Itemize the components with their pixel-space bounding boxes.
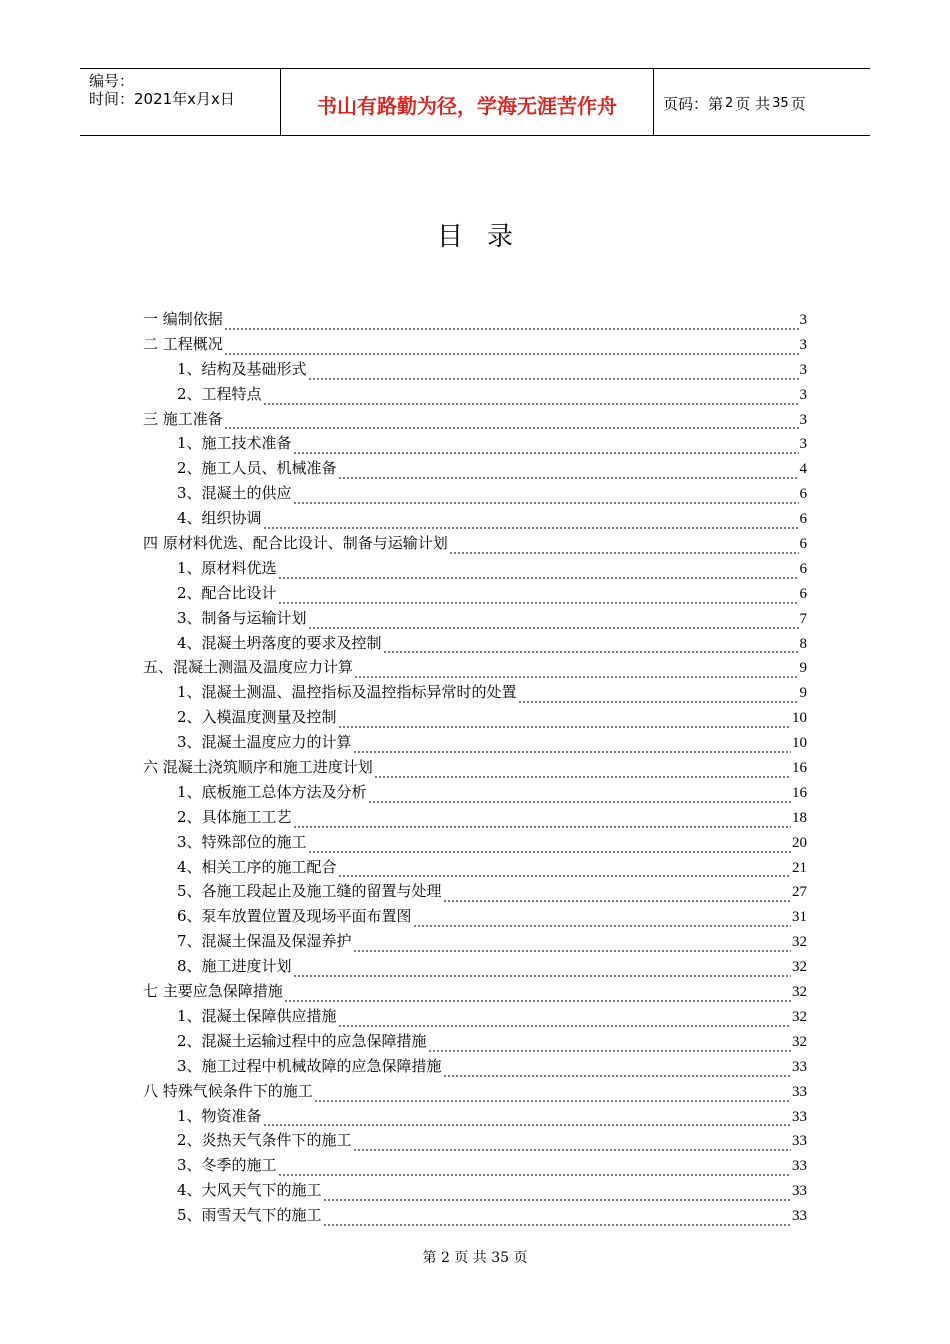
toc-entry-page: 20	[792, 834, 807, 851]
toc-entry-label: 8、施工进度计划	[177, 957, 292, 976]
toc-entry-label: 2、入模温度测量及控制	[177, 708, 337, 727]
toc-entry[interactable]	[143, 781, 807, 806]
toc-entry-page: 3	[799, 436, 807, 453]
toc-entry-label: 2、炎热天气条件下的施工	[177, 1131, 352, 1150]
toc-entry-page: 32	[792, 1033, 807, 1050]
toc-entry-page: 7	[799, 610, 807, 627]
toc-entry[interactable]	[143, 308, 807, 333]
toc-leader-dots	[518, 688, 799, 706]
toc-entry[interactable]	[143, 557, 807, 582]
toc-entry[interactable]	[143, 980, 807, 1005]
toc-leader-dots	[314, 1087, 791, 1105]
toc-entry[interactable]	[143, 632, 807, 657]
toc-entry-page: 18	[792, 809, 807, 826]
toc-entry[interactable]	[143, 831, 807, 856]
toc-entry-label: 1、原材料优选	[177, 558, 277, 577]
toc-entry-label: 4、相关工序的施工配合	[177, 857, 337, 876]
toc-leader-dots	[383, 638, 799, 656]
toc-leader-dots	[308, 838, 791, 856]
toc-entry[interactable]	[143, 880, 807, 905]
toc-leader-dots	[278, 1161, 791, 1179]
toc-entry-label: 六 混凝土浇筑顺序和施工进度计划	[143, 758, 373, 777]
toc-entry[interactable]	[143, 1105, 807, 1130]
toc-entry[interactable]	[143, 930, 807, 955]
toc-leader-dots	[338, 713, 791, 731]
toc-leader-dots	[323, 1186, 791, 1204]
toc-leader-dots	[354, 663, 798, 681]
header-page-current: 2	[725, 95, 734, 111]
toc-entry[interactable]	[143, 1080, 807, 1105]
toc-entry[interactable]	[143, 482, 807, 507]
toc-entry-label: 四 原材料优选、配合比设计、制备与运输计划	[143, 534, 448, 553]
toc-entry-page: 33	[792, 1158, 807, 1175]
toc-entry-page: 6	[799, 585, 807, 602]
toc-entry[interactable]	[143, 457, 807, 482]
toc-leader-dots	[338, 1012, 791, 1030]
toc-leader-dots	[368, 788, 791, 806]
toc-entry-label: 2、具体施工工艺	[177, 807, 292, 826]
toc-entry-page: 4	[799, 461, 807, 478]
toc-leader-dots	[308, 365, 799, 383]
toc-entry-page: 31	[792, 909, 807, 926]
toc-entry-page: 32	[792, 984, 807, 1001]
toc-leader-dots	[293, 962, 791, 980]
toc-entry-page: 6	[799, 486, 807, 503]
header-page-total: 35	[772, 95, 789, 111]
toc-entry-label: 二 工程概况	[143, 334, 223, 353]
toc-leader-dots	[263, 514, 799, 532]
toc-entry-label: 七 主要应急保障措施	[143, 982, 283, 1001]
toc-entry[interactable]	[143, 756, 807, 781]
toc-entry-label: 3、混凝土温度应力的计算	[177, 733, 352, 752]
toc-entry-label: 八 特殊气候条件下的施工	[143, 1081, 313, 1100]
toc-entry-page: 16	[792, 784, 807, 801]
toc-entry-page: 33	[792, 1208, 807, 1225]
toc-entry-page: 3	[799, 411, 807, 428]
toc-entry-label: 6、泵车放置位置及现场平面布置图	[177, 907, 412, 926]
toc-entry-page: 33	[792, 1183, 807, 1200]
toc-entry-page: 21	[792, 859, 807, 876]
toc-leader-dots	[278, 564, 799, 582]
toc-entry-label: 4、混凝土坍落度的要求及控制	[177, 633, 382, 652]
toc-entry-page: 10	[792, 710, 807, 727]
toc-entry[interactable]	[143, 1005, 807, 1030]
toc-entry-label: 7、混凝土保温及保湿养护	[177, 932, 352, 951]
toc-entry-label: 3、特殊部位的施工	[177, 832, 307, 851]
toc-entry-page: 33	[792, 1108, 807, 1125]
toc-entry-page: 3	[799, 336, 807, 353]
toc-entry[interactable]	[143, 1154, 807, 1179]
toc-leader-dots	[278, 589, 799, 607]
toc-leader-dots	[413, 912, 791, 930]
toc-entry-label: 1、物资准备	[177, 1106, 262, 1125]
toc-entry-page: 3	[799, 312, 807, 328]
toc-leader-dots	[224, 340, 799, 358]
toc-entry-page: 33	[792, 1083, 807, 1100]
toc-entry-label: 2、混凝土运输过程中的应急保障措施	[177, 1031, 427, 1050]
toc-entry[interactable]	[143, 333, 807, 358]
toc-entry-label: 3、施工过程中机械故障的应急保障措施	[177, 1056, 442, 1075]
toc-leader-dots	[338, 862, 791, 880]
toc-entry-label: 五、混凝土测温及温度应力计算	[143, 658, 354, 677]
toc-entry-page: 33	[792, 1133, 807, 1150]
header-number-label: 编号：	[89, 72, 135, 90]
header-page-mid: 页 共	[735, 94, 771, 113]
toc-entry-page: 6	[799, 560, 807, 577]
toc-entry-page: 10	[792, 735, 807, 752]
header-page-suffix: 页	[790, 94, 806, 113]
toc-entry[interactable]	[143, 681, 807, 706]
header-meta	[80, 69, 281, 135]
toc-entry-label: 3、混凝土的供应	[177, 484, 292, 503]
toc-leader-dots	[449, 539, 799, 557]
toc-entry[interactable]	[143, 532, 807, 557]
toc-leader-dots	[284, 987, 791, 1005]
page-header	[80, 68, 870, 136]
toc-entry[interactable]	[143, 955, 807, 980]
toc-entry-label: 1、结构及基础形式	[177, 359, 307, 378]
toc-entry[interactable]	[143, 905, 807, 930]
toc-entry[interactable]	[143, 656, 807, 681]
toc-entry-label: 2、施工人员、机械准备	[177, 459, 337, 478]
toc-entry-page: 6	[799, 536, 807, 553]
toc-leader-dots	[224, 414, 799, 432]
toc-entry-label: 4、组织协调	[177, 509, 262, 528]
toc-entry-page: 6	[799, 511, 807, 528]
toc-entry[interactable]	[143, 582, 807, 607]
toc-leader-dots	[293, 439, 799, 457]
page-footer: 第 2 页 共 35 页	[422, 1250, 528, 1266]
toc-leader-dots	[263, 1111, 791, 1129]
toc-leader-dots	[443, 887, 791, 905]
toc-entry[interactable]	[143, 1204, 807, 1229]
toc-entry[interactable]	[143, 1179, 807, 1204]
toc-leader-dots	[323, 1211, 791, 1229]
toc-entry-page: 27	[792, 884, 807, 901]
toc-entry-page: 32	[792, 1008, 807, 1025]
toc-entry-page: 32	[792, 934, 807, 951]
toc-entry-label: 1、混凝土保障供应措施	[177, 1006, 337, 1025]
toc-entry-label: 1、施工技术准备	[177, 434, 292, 453]
toc-title: 目录	[436, 222, 537, 252]
toc-entry-label: 5、雨雪天气下的施工	[177, 1206, 322, 1225]
toc-leader-dots	[353, 937, 791, 955]
toc-leader-dots	[374, 763, 791, 781]
toc-leader-dots	[443, 1062, 791, 1080]
toc-entry[interactable]	[143, 806, 807, 831]
toc-entry-page: 3	[799, 361, 807, 378]
toc-entry-label: 2、配合比设计	[177, 583, 277, 602]
toc-entry-label: 2、工程特点	[177, 384, 262, 403]
toc-leader-dots	[338, 464, 799, 482]
toc-leader-dots	[308, 614, 799, 632]
toc-leader-dots	[353, 1136, 791, 1154]
toc-entry[interactable]	[143, 358, 807, 383]
toc-entry-page: 33	[792, 1058, 807, 1075]
toc-entry-page: 9	[799, 660, 807, 677]
toc-entry[interactable]	[143, 856, 807, 881]
toc-entry-label: 3、制备与运输计划	[177, 608, 307, 627]
toc-entry[interactable]	[143, 1055, 807, 1080]
toc-entry[interactable]	[143, 607, 807, 632]
toc-entry-page: 3	[799, 386, 807, 403]
toc-entry-label: 4、大风天气下的施工	[177, 1181, 322, 1200]
toc-leader-dots	[293, 813, 791, 831]
toc-entry-page: 8	[799, 635, 807, 652]
toc-entry[interactable]	[143, 1030, 807, 1055]
toc-leader-dots	[428, 1037, 791, 1055]
toc-entry[interactable]	[143, 706, 807, 731]
toc-leader-dots	[263, 390, 799, 408]
toc-leader-dots	[224, 315, 799, 333]
toc-entry[interactable]	[143, 408, 807, 433]
toc-entry-label: 3、冬季的施工	[177, 1156, 277, 1175]
toc-leader-dots	[353, 738, 791, 756]
toc-entry[interactable]	[143, 383, 807, 408]
toc-entry-page: 16	[792, 760, 807, 777]
header-page-info	[654, 69, 870, 135]
header-page-prefix: 页码：第	[663, 94, 724, 113]
header-slogan: 书山有路勤为径，学海无涯苦作舟	[281, 69, 654, 135]
header-time-label: 时间：2021年x月x日	[89, 90, 235, 108]
toc-entry[interactable]	[143, 731, 807, 756]
toc-entry-label: 1、底板施工总体方法及分析	[177, 782, 367, 801]
toc-entry-page: 32	[792, 959, 807, 976]
toc-entry-page: 9	[799, 685, 807, 702]
toc-entry-label: 1、混凝土测温、温控指标及温控指标异常时的处置	[177, 683, 517, 702]
toc-entry[interactable]	[143, 507, 807, 532]
table-of-contents	[143, 308, 807, 1229]
toc-entry-label: 5、各施工段起止及施工缝的留置与处理	[177, 882, 442, 901]
toc-entry-label: 一 编制依据	[143, 310, 223, 328]
toc-entry[interactable]	[143, 1129, 807, 1154]
toc-entry[interactable]	[143, 432, 807, 457]
toc-leader-dots	[293, 489, 799, 507]
toc-entry-label: 三 施工准备	[143, 409, 223, 428]
